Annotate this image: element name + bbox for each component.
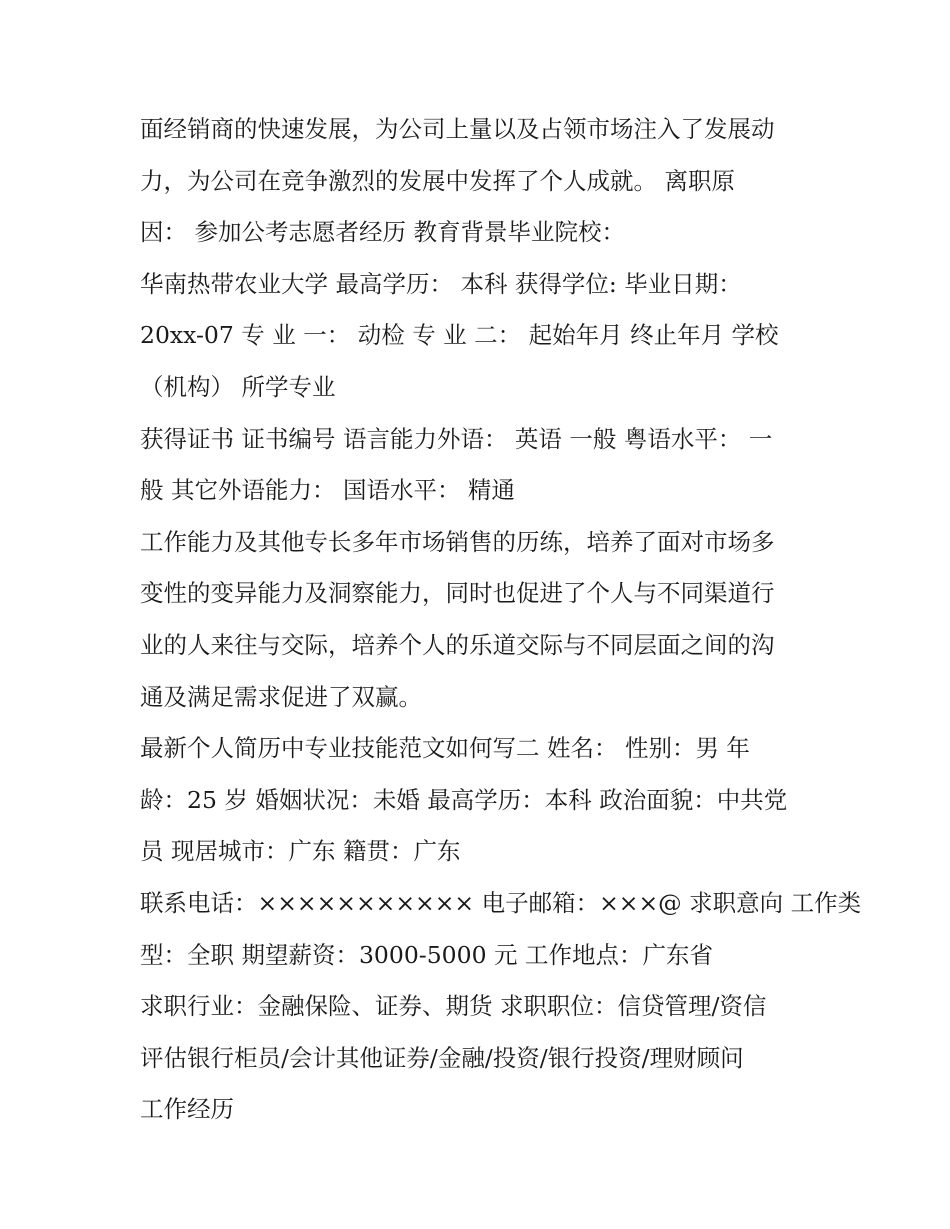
text-line: 最新个人简历中专业技能范文如何写二 姓名： 性别：男 年 [140,734,750,763]
text-line: 面经销商的快速发展，为公司上量以及占领市场注入了发展动 [140,115,775,143]
text-line: 通及满足需求促进了双赢。 [140,682,422,711]
text-line: 获得证书 证书编号 语言能力外语： 英语 一般 粤语水平： 一 [140,424,773,453]
text-line: 工作能力及其他专长多年市场销售的历练，培养了面对市场多 [140,527,775,556]
text-line: 员 现居城市：广东 籍贯：广东 [140,837,461,866]
text-line: 龄：25 岁 婚姻状况：未婚 最高学历：本科 政治面貌：中共党 [140,785,788,814]
text-line: 工作经历 [140,1095,234,1124]
text-line: 型：全职 期望薪资：3000-5000 元 工作地点：广东省 [140,940,713,969]
body-text [140,104,862,1136]
text-line: 业的人来往与交际，培养个人的乐道交际与不同层面之间的沟 [140,630,775,659]
text-line: 华南热带农业大学 最高学历： 本科 获得学位: 毕业日期： [140,269,742,298]
text-line: 般 其它外语能力： 国语水平： 精通 [140,476,515,505]
text-line: 变性的变异能力及洞察能力，同时也促进了个人与不同渠道行 [140,579,775,608]
text-line: 联系电话：××××××××××× 电子邮箱：×××@ 求职意向 工作类 [140,888,862,917]
text-line: 力，为公司在竞争激烈的发展中发挥了个人成就。 离职原 [140,166,735,195]
text-line: 20xx-07 专 业 一： 动检 专 业 二： 起始年月 终止年月 学校 [140,321,779,350]
text-line: 求职行业：金融保险、证券、期货 求职职位：信贷管理/资信 [140,992,767,1021]
text-line: 评估银行柜员/会计其他证券/金融/投资/银行投资/理财顾问 [140,1043,744,1072]
text-line: 因： 参加公考志愿者经历 教育背景毕业院校： [140,218,625,247]
text-line: （机构） 所学专业 [140,372,336,401]
